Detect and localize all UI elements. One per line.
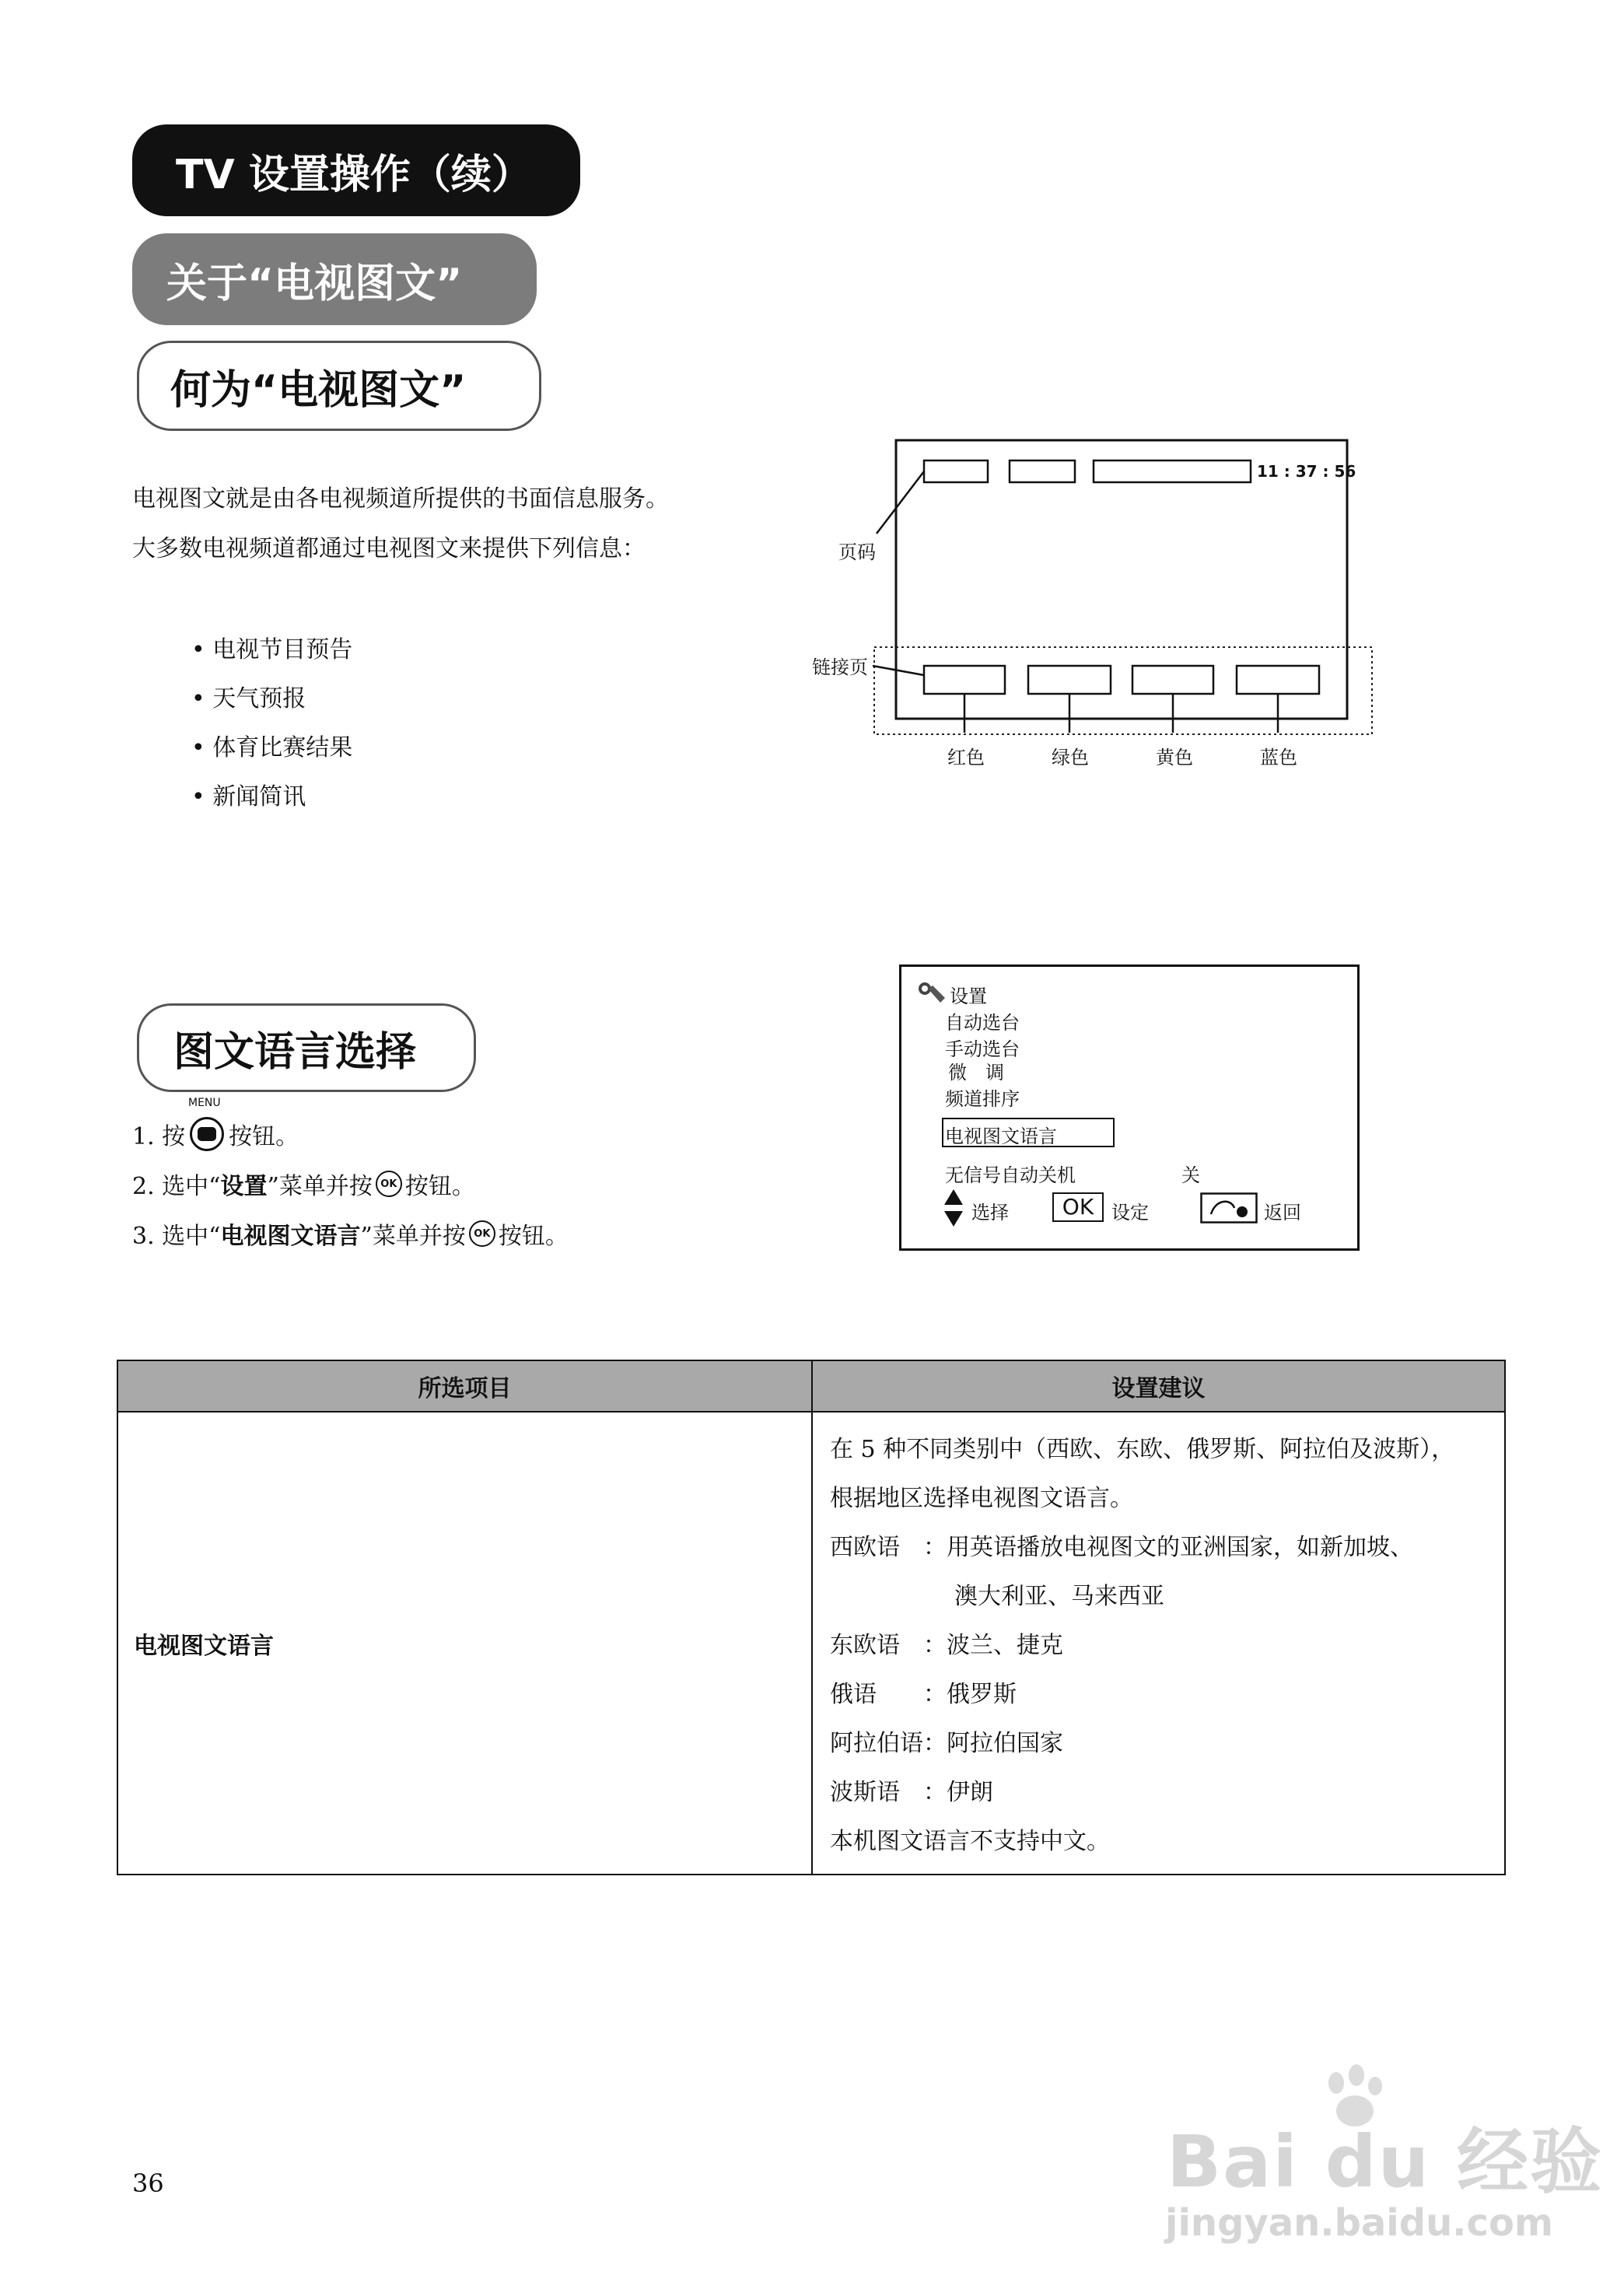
- menu-item-teletext-language: 电视图文语言: [945, 1125, 1057, 1147]
- watermark-url: jingyan.baidu.com: [1165, 2201, 1553, 2245]
- advice-line: 在 5 种不同类别中（西欧、东欧、俄罗斯、阿拉伯及波斯），: [830, 1436, 1455, 1463]
- section-heading: 关于“电视图文”: [132, 233, 537, 325]
- menu-item-fine-tune: 微 调: [948, 1062, 1004, 1083]
- link-area-dotted: [874, 647, 1372, 734]
- page-number-label: 页码: [838, 541, 876, 563]
- green-link-box: [1028, 666, 1111, 694]
- step-3: [132, 1217, 569, 1251]
- clock-text: 11 : 37 : 56: [1257, 462, 1356, 481]
- main-heading: TV 设置操作（续）: [132, 124, 580, 216]
- advice-entry: 俄语 ：俄罗斯: [830, 1681, 1017, 1708]
- menu-button-icon: [190, 1117, 224, 1151]
- hint-back: 返回: [1264, 1202, 1301, 1224]
- step-3-bold: 电视图文语言: [220, 1223, 361, 1250]
- ok-key-icon: OK: [1052, 1192, 1104, 1222]
- hint-set: 设定: [1111, 1202, 1149, 1224]
- return-key-icon: [1200, 1192, 1258, 1224]
- ok-button-icon: OK: [469, 1220, 495, 1247]
- table-header-item: 所选项目: [117, 1360, 812, 1412]
- intro-line-1: 电视图文就是由各电视频道所提供的书面信息服务。: [132, 485, 669, 513]
- step-2-mid: ”菜单并按: [267, 1173, 373, 1200]
- link-label-leader: [873, 666, 924, 675]
- settings-menu-illustration: [899, 964, 1360, 1251]
- step-2-suffix: 按钮。: [404, 1173, 475, 1200]
- red-link-box: [924, 666, 1005, 694]
- step-3-mid: ”菜单并按: [360, 1223, 466, 1250]
- table-cell-item: 电视图文语言: [117, 1412, 812, 1875]
- step-1-prefix: 1. 按: [132, 1123, 186, 1150]
- bullet-item: • 电视节目预告: [191, 636, 353, 663]
- advice-entry: 东欧语 ：波兰、捷克: [830, 1632, 1063, 1659]
- subheading-language-select: 图文语言选择: [137, 1003, 476, 1092]
- bullet-item: • 体育比赛结果: [191, 734, 353, 761]
- table-header-advice: 设置建议: [812, 1360, 1505, 1412]
- color-label-yellow: 黄色: [1156, 747, 1193, 768]
- bullet-item: • 天气预报: [191, 685, 306, 712]
- step-2: [132, 1167, 475, 1201]
- wrench-icon: [917, 981, 948, 1007]
- advice-entry: 波斯语 ：伊朗: [830, 1779, 993, 1806]
- advice-entry: 阿拉伯语：阿拉伯国家: [830, 1730, 1063, 1757]
- link-page-label: 链接页: [812, 656, 868, 678]
- menu-item-manual-scan: 手动选台: [945, 1038, 1020, 1060]
- page-number-box: [924, 460, 988, 482]
- bullet-item: • 新闻简讯: [191, 783, 306, 810]
- step-3-prefix: 3. 选中“: [132, 1223, 221, 1250]
- menu-item-auto-off-value: 关: [1181, 1164, 1200, 1186]
- hint-select: 选择: [971, 1202, 1009, 1224]
- ok-button-icon: OK: [376, 1171, 402, 1197]
- step-1: [132, 1117, 299, 1151]
- step-1-suffix: 按钮。: [229, 1123, 299, 1150]
- color-label-green: 绿色: [1052, 747, 1089, 768]
- subpage-box: [1010, 460, 1075, 482]
- step-3-suffix: 按钮。: [498, 1223, 569, 1250]
- step-2-prefix: 2. 选中“: [132, 1173, 221, 1200]
- page-label-leader: [877, 471, 924, 534]
- color-label-blue: 蓝色: [1260, 747, 1297, 768]
- advice-line: 根据地区选择电视图文语言。: [830, 1485, 1133, 1512]
- yellow-link-box: [1132, 666, 1213, 694]
- menu-title: 设置: [950, 985, 987, 1007]
- up-down-arrow-icon: [943, 1188, 964, 1228]
- table-cell-advice: [812, 1412, 1505, 1875]
- subheading-what-is-teletext: 何为“电视图文”: [137, 341, 541, 431]
- settings-table: [117, 1360, 1506, 1875]
- menu-item-auto-off: 无信号自动关机: [945, 1164, 1076, 1186]
- advice-entry: 西欧语 ：用英语播放电视图文的亚洲国家，如新加坡、: [830, 1534, 1413, 1561]
- advice-footer: 本机图文语言不支持中文。: [830, 1828, 1110, 1855]
- page-number: 36: [132, 2169, 164, 2198]
- blue-link-box: [1237, 666, 1319, 694]
- header-box: [1094, 460, 1251, 482]
- teletext-screen-diagram: [817, 428, 1392, 786]
- step-2-bold: 设置: [220, 1173, 268, 1200]
- intro-line-2: 大多数电视频道都通过电视图文来提供下列信息：: [132, 535, 646, 562]
- watermark-brand: Bai du 经验: [1167, 2120, 1604, 2204]
- menu-item-auto-scan: 自动选台: [945, 1012, 1020, 1034]
- menu-button-caption: MENU: [188, 1097, 221, 1109]
- table-row: [117, 1412, 1505, 1875]
- advice-entry-continuation: 澳大利亚、马来西亚: [954, 1583, 1164, 1610]
- color-label-red: 红色: [947, 747, 985, 768]
- menu-item-channel-sort: 频道排序: [945, 1088, 1020, 1110]
